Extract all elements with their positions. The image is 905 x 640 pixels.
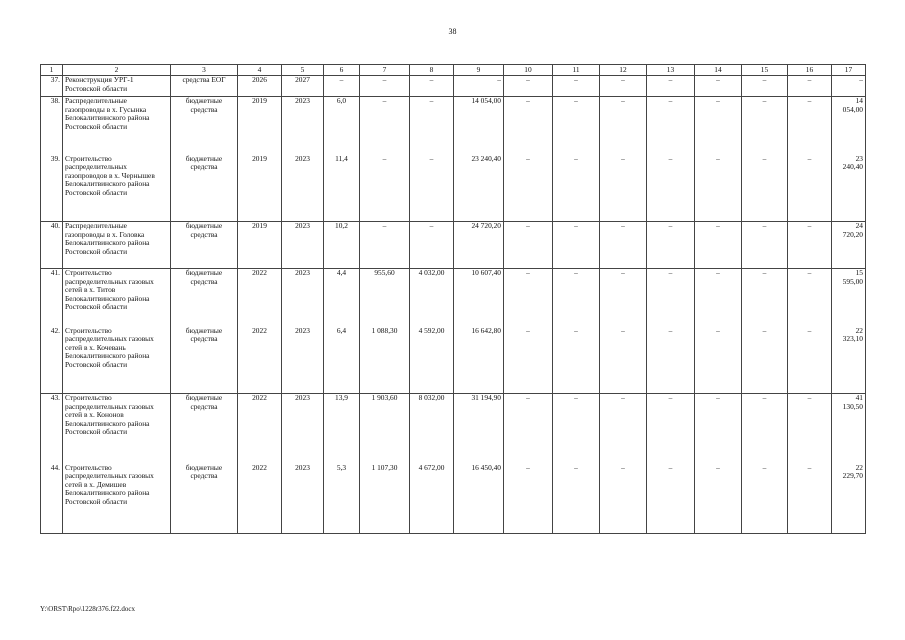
table-cell: –: [647, 155, 695, 222]
table-cell: –: [504, 97, 553, 155]
table-cell: –: [788, 222, 832, 269]
table-cell: 2019: [238, 155, 282, 222]
table-cell: 4 672,00: [410, 464, 454, 534]
table-cell: –: [410, 76, 454, 97]
table-cell: бюджетные средства: [171, 327, 238, 394]
table-cell: –: [504, 327, 553, 394]
column-header: 3: [171, 65, 238, 76]
table-cell: 16 642,80: [454, 327, 504, 394]
table-cell: –: [695, 222, 742, 269]
table-cell: 42.: [41, 327, 63, 394]
table-cell: 14 054,00: [832, 97, 866, 155]
table-cell: бюджетные средства: [171, 222, 238, 269]
table-cell: 44.: [41, 464, 63, 534]
table-cell: –: [647, 327, 695, 394]
table-cell: бюджетные средства: [171, 97, 238, 155]
table-cell: –: [647, 97, 695, 155]
table-cell: 2023: [282, 394, 324, 464]
column-header: 9: [454, 65, 504, 76]
table-cell: –: [832, 76, 866, 97]
column-header: 12: [600, 65, 647, 76]
table-cell: –: [360, 222, 410, 269]
column-header: 15: [742, 65, 788, 76]
table-cell: –: [553, 97, 600, 155]
table-cell: Распределительные газопроводы в х. Гусынка Белокалитвинского района Ростовской области: [63, 97, 171, 155]
table-cell: 4 592,00: [410, 327, 454, 394]
table-cell: 2023: [282, 269, 324, 327]
table-cell: бюджетные средства: [171, 394, 238, 464]
table-cell: –: [788, 76, 832, 97]
table-cell: Строительство распределительных газовых сетей в х. Титов Белокалитвинского района Ростовской области: [63, 269, 171, 327]
table-cell: –: [600, 394, 647, 464]
table-cell: 11,4: [324, 155, 360, 222]
table-cell: –: [600, 155, 647, 222]
column-header: 16: [788, 65, 832, 76]
table-cell: –: [647, 394, 695, 464]
column-header: 2: [63, 65, 171, 76]
table-cell: –: [742, 76, 788, 97]
table-cell: –: [600, 269, 647, 327]
table-cell: 24 720,20: [454, 222, 504, 269]
table-cell: бюджетные средства: [171, 155, 238, 222]
table-cell: –: [553, 76, 600, 97]
table-cell: 41.: [41, 269, 63, 327]
table-cell: –: [742, 394, 788, 464]
table-cell: –: [788, 464, 832, 534]
table-cell: –: [647, 464, 695, 534]
table-cell: –: [454, 76, 504, 97]
table-cell: 13,9: [324, 394, 360, 464]
table-cell: 16 450,40: [454, 464, 504, 534]
table-cell: 37.: [41, 76, 63, 97]
table-row: [41, 394, 866, 464]
column-header: 10: [504, 65, 553, 76]
table-cell: –: [695, 327, 742, 394]
table-cell: 38.: [41, 97, 63, 155]
column-header: 5: [282, 65, 324, 76]
header-row: [41, 65, 866, 76]
column-header: 13: [647, 65, 695, 76]
table-cell: 8 032,00: [410, 394, 454, 464]
data-table: [40, 64, 866, 534]
table-cell: –: [553, 327, 600, 394]
table-cell: –: [647, 269, 695, 327]
table-cell: 2022: [238, 269, 282, 327]
table-cell: –: [553, 394, 600, 464]
table-cell: 31 194,90: [454, 394, 504, 464]
table-cell: –: [788, 269, 832, 327]
table-cell: –: [360, 155, 410, 222]
table-cell: Строительство распределительных газовых сетей в х. Кононов Белокалитвинского района Ростовской области: [63, 394, 171, 464]
table-cell: –: [695, 155, 742, 222]
table-cell: –: [553, 464, 600, 534]
table-cell: 2023: [282, 464, 324, 534]
table-cell: –: [742, 327, 788, 394]
table-cell: –: [788, 155, 832, 222]
column-header: 11: [553, 65, 600, 76]
table-cell: 1 107,30: [360, 464, 410, 534]
table-cell: –: [504, 394, 553, 464]
table-cell: 2022: [238, 394, 282, 464]
table-cell: 955,60: [360, 269, 410, 327]
table-row: [41, 76, 866, 97]
table-cell: –: [695, 394, 742, 464]
column-header: 1: [41, 65, 63, 76]
column-header: 7: [360, 65, 410, 76]
table-cell: –: [504, 222, 553, 269]
table-cell: –: [504, 76, 553, 97]
table-cell: бюджетные средства: [171, 464, 238, 534]
table-cell: 5,3: [324, 464, 360, 534]
table-cell: 2022: [238, 327, 282, 394]
table-cell: 1 088,30: [360, 327, 410, 394]
table-cell: Строительство распределительных газовых сетей в х. Кочевань Белокалитвинского района Ростовской области: [63, 327, 171, 394]
table-cell: 2023: [282, 155, 324, 222]
table-cell: –: [360, 97, 410, 155]
table-cell: 22 323,10: [832, 327, 866, 394]
table-cell: –: [410, 97, 454, 155]
table-cell: –: [788, 97, 832, 155]
table-cell: 2019: [238, 222, 282, 269]
table-cell: 43.: [41, 394, 63, 464]
table-cell: –: [504, 155, 553, 222]
table-cell: бюджетные средства: [171, 269, 238, 327]
table-cell: 1 903,60: [360, 394, 410, 464]
table-cell: –: [647, 222, 695, 269]
column-header: 17: [832, 65, 866, 76]
footer-path: Y:\ORST\Rpo\1228r376.f22.docx: [40, 605, 136, 613]
table-cell: Строительство распределительных газопроводов в х. Чернышев Белокалитвинского района Ростовской области: [63, 155, 171, 222]
table-cell: –: [600, 76, 647, 97]
table-cell: 23 240,40: [832, 155, 866, 222]
column-header: 8: [410, 65, 454, 76]
table-cell: –: [647, 76, 695, 97]
table-cell: –: [553, 269, 600, 327]
table-cell: 14 054,00: [454, 97, 504, 155]
table-cell: 10 607,40: [454, 269, 504, 327]
page-number: 38: [448, 27, 457, 36]
column-header: 14: [695, 65, 742, 76]
table-cell: –: [695, 97, 742, 155]
table-cell: –: [742, 222, 788, 269]
table-cell: –: [600, 464, 647, 534]
table-cell: –: [324, 76, 360, 97]
table-cell: –: [504, 464, 553, 534]
table-cell: 15 595,00: [832, 269, 866, 327]
table-row: [41, 222, 866, 269]
table-cell: –: [695, 269, 742, 327]
table-row: [41, 327, 866, 394]
table-cell: 2023: [282, 97, 324, 155]
table-cell: 2023: [282, 222, 324, 269]
table-cell: –: [553, 222, 600, 269]
table-cell: Строительство распределительных газовых сетей в х. Демишев Белокалитвинского района Ростовской области: [63, 464, 171, 534]
table-cell: –: [410, 222, 454, 269]
table-cell: 39.: [41, 155, 63, 222]
table-cell: 6,0: [324, 97, 360, 155]
table-cell: –: [360, 76, 410, 97]
column-header: 4: [238, 65, 282, 76]
table-cell: 4 032,00: [410, 269, 454, 327]
table-cell: 10,2: [324, 222, 360, 269]
table-row: [41, 155, 866, 222]
table-cell: 24 720,20: [832, 222, 866, 269]
table-row: [41, 464, 866, 534]
table-cell: 2027: [282, 76, 324, 97]
table-cell: –: [788, 327, 832, 394]
table-cell: –: [742, 269, 788, 327]
table-cell: 41 130,50: [832, 394, 866, 464]
table-row: [41, 97, 866, 155]
table-cell: Реконструкция УРГ-1 Ростовской области: [63, 76, 171, 97]
table-row: [41, 269, 866, 327]
table-cell: 6,4: [324, 327, 360, 394]
table-cell: –: [695, 464, 742, 534]
table-cell: 2022: [238, 464, 282, 534]
table-cell: 4,4: [324, 269, 360, 327]
table-cell: –: [600, 97, 647, 155]
table-cell: –: [695, 76, 742, 97]
table-cell: –: [742, 155, 788, 222]
table-cell: –: [504, 269, 553, 327]
table-cell: 40.: [41, 222, 63, 269]
table-cell: средства ЕОГ: [171, 76, 238, 97]
table-cell: 2026: [238, 76, 282, 97]
table-cell: Распределительные газопроводы в х. Головка Белокалитвинского района Ростовской области: [63, 222, 171, 269]
table-cell: –: [410, 155, 454, 222]
table-cell: 23 240,40: [454, 155, 504, 222]
table-cell: –: [553, 155, 600, 222]
table-cell: –: [600, 222, 647, 269]
table-cell: –: [742, 464, 788, 534]
table-cell: 2023: [282, 327, 324, 394]
table-cell: –: [742, 97, 788, 155]
column-header: 6: [324, 65, 360, 76]
table-cell: –: [600, 327, 647, 394]
table-cell: 22 229,70: [832, 464, 866, 534]
table-cell: 2019: [238, 97, 282, 155]
table-cell: –: [788, 394, 832, 464]
